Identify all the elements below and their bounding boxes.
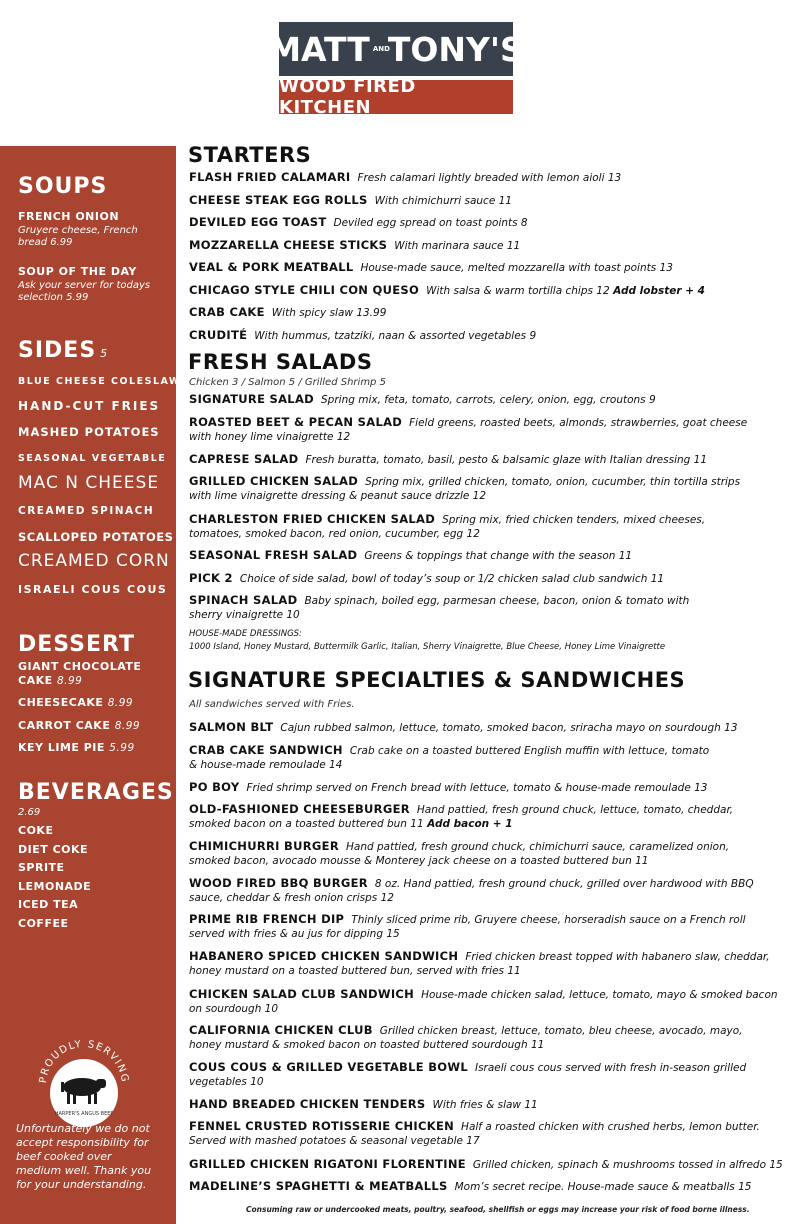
menu-item: OLD-FASHIONED CHEESEBURGER Hand pattied, fresh ground chuck, lettuce, tomato, cheddar, smoked bacon on a toasted buttered bun 11 Add bacon + 1	[189, 802, 734, 830]
dressings-list: 1000 Island, Honey Mustard, Buttermilk Garlic, Italian, Sherry Vinaigrette, Blue Cheese, Honey Lime Vinaigrette	[189, 642, 666, 652]
beverage-item: SPRITE	[18, 861, 65, 874]
specialties-note: All sandwiches served with Fries.	[189, 699, 355, 710]
menu-item: CHICAGO STYLE CHILI CON QUESO With salsa & warm tortilla chips 12 Add lobster + 4	[189, 283, 705, 297]
menu-item: CRAB CAKE With spicy slaw 13.99	[189, 305, 387, 319]
menu-item: CHIMICHURRI BURGER Hand pattied, fresh ground chuck, chimichurri sauce, caramelized onion, smoked bacon, avocado mousse & Monterey jack cheese on a toasted buttered bun 11	[189, 839, 730, 867]
logo-subtitle: WOOD FIRED KITCHEN	[279, 80, 513, 114]
menu-item: SIGNATURE SALAD Spring mix, feta, tomato, carrots, celery, onion, egg, croutons 9	[189, 392, 656, 406]
badge-top-text: PROUDLY SERVING	[37, 1038, 131, 1084]
side-item: BLUE CHEESE COLESLAW	[18, 376, 181, 387]
starters-heading: STARTERS	[188, 143, 312, 167]
menu-item: VEAL & PORK MEATBALL House-made sauce, melted mozzarella with toast points 13	[189, 260, 673, 274]
soup-french-onion: FRENCH ONION	[18, 210, 120, 223]
menu-item: DEVILED EGG TOAST Deviled egg spread on toast points 8	[189, 215, 528, 229]
side-item: SCALLOPED POTATOES	[18, 530, 174, 544]
side-item: SEASONAL VEGETABLE	[18, 453, 167, 464]
menu-item: CHEESE STEAK EGG ROLLS With chimichurri sauce 11	[189, 193, 512, 207]
soup-of-the-day-desc: Ask your server for todays selection 5.99	[18, 280, 151, 303]
side-item: MAC N CHEESE	[18, 473, 160, 493]
beverage-item: DIET COKE	[18, 843, 89, 856]
menu-item: GRILLED CHICKEN SALAD Spring mix, grilled chicken, tomato, onion, cucumber, thin tortilla strips with lime vinaigrette dressing & peanut sauce drizzle 12	[189, 474, 741, 502]
menu-item: FLASH FRIED CALAMARI Fresh calamari lightly breaded with lemon aioli 13	[189, 170, 622, 184]
menu-item: WOOD FIRED BBQ BURGER 8 oz. Hand pattied, fresh ground chuck, grilled over hardwood with BBQ sauce, cheddar & fresh onion crisps 12	[189, 876, 754, 904]
menu-item: SEASONAL FRESH SALAD Greens & toppings that change with the season 11	[189, 548, 633, 562]
menu-item: CHICKEN SALAD CLUB SANDWICH House-made chicken salad, lettuce, tomato, mayo & smoked bacon on sourdough 10	[189, 987, 778, 1015]
beverage-item: COFFEE	[18, 917, 69, 930]
harpers-angus-badge	[36, 1035, 132, 1131]
menu-item: PO BOY Fried shrimp served on French bread with lettuce, tomato & house-made remoulade 13	[189, 780, 708, 794]
dessert-heading: DESSERT	[18, 632, 135, 657]
menu-item: ROASTED BEET & PECAN SALAD Field greens, roasted beets, almonds, strawberries, goat cheese with honey lime vinaigrette 12	[189, 415, 748, 443]
menu-item: CRUDITÉ With hummus, tzatziki, naan & assorted vegetables 9	[189, 328, 537, 342]
menu-item: SPINACH SALAD Baby spinach, boiled egg, parmesan cheese, bacon, onion & tomato with sherry vinaigrette 10	[189, 593, 690, 621]
dessert-item: KEY LIME PIE 5.99	[18, 741, 135, 754]
sides-price: 5	[100, 347, 108, 360]
beverage-item: LEMONADE	[18, 880, 92, 893]
side-item: ISRAELI COUS COUS	[18, 583, 168, 596]
side-item: HAND-CUT FRIES	[18, 399, 161, 413]
logo-name-block	[268, 22, 524, 76]
side-item: MASHED POTATOES	[18, 425, 160, 439]
menu-item: HABANERO SPICED CHICKEN SANDWICH Fried chicken breast topped with habanero slaw, cheddar, honey mustard on a toasted buttered bun, served with fries 11	[189, 949, 770, 977]
food-safety-footer: Consuming raw or undercooked meats, poultry, seafood, shellfish or eggs may increase your risk of food borne illness.	[246, 1205, 750, 1214]
menu-item: CAPRESE SALAD Fresh buratta, tomato, basil, pesto & balsamic glaze with Italian dressing 11	[189, 452, 708, 466]
beverage-item: ICED TEA	[18, 898, 79, 911]
menu-item: HAND BREADED CHICKEN TENDERS With fries & slaw 11	[189, 1097, 538, 1111]
menu-item: COUS COUS & GRILLED VEGETABLE BOWL Israeli cous cous served with fresh in-season grilled vegetables 10	[189, 1060, 747, 1088]
menu-item: MADELINE’S SPAGHETTI & MEATBALLS Mom’s secret recipe. House-made sauce & meatballs 15	[189, 1179, 752, 1193]
logo-word-matt: MATT	[268, 29, 370, 69]
menu-item: CRAB CAKE SANDWICH Crab cake on a toasted buttered English muffin with lettuce, tomato & house-made remoulade 14	[189, 743, 710, 771]
logo-word-tonys: TONY'S	[387, 29, 524, 69]
salads-heading: FRESH SALADS	[188, 350, 373, 374]
menu-item: SALMON BLT Cajun rubbed salmon, lettuce, tomato, smoked bacon, sriracha mayo on sourdough 13	[189, 720, 738, 734]
beverages-heading: BEVERAGES	[18, 780, 174, 805]
menu-item: CALIFORNIA CHICKEN CLUB Grilled chicken breast, lettuce, tomato, bleu cheese, avocado, mayo, honey mustard & smoked bacon on toasted buttered sourdough 11	[189, 1023, 743, 1051]
beverages-price: 2.69	[18, 807, 41, 818]
menu-item: CHARLESTON FRIED CHICKEN SALAD Spring mix, fried chicken tenders, mixed cheeses, tomatoes, smoked bacon, red onion, cucumber, egg 12	[189, 512, 706, 540]
soups-heading: SOUPS	[18, 174, 108, 199]
dessert-item: CAKE 8.99	[18, 674, 83, 687]
side-item: CREAMED SPINACH	[18, 505, 155, 517]
badge-brand: HARPER'S ANGUS BEEF	[54, 1111, 114, 1117]
soup-french-onion-desc: Gruyere cheese, French bread 6.99	[18, 225, 138, 248]
beef-disclaimer: Unfortunately we do not accept responsibility for beef cooked over medium well. Thank you for your understanding.	[16, 1122, 152, 1191]
logo-and: AND	[372, 45, 390, 53]
menu-item: PICK 2 Choice of side salad, bowl of today’s soup or 1/2 chicken salad club sandwich 11	[189, 571, 665, 585]
dessert-item: CHEESECAKE 8.99	[18, 696, 134, 709]
salads-addons-note: Chicken 3 / Salmon 5 / Grilled Shrimp 5	[189, 377, 386, 388]
menu-item: FENNEL CRUSTED ROTISSERIE CHICKEN Half a roasted chicken with crushed herbs, lemon butter. Served with mashed potatoes & seasonal vegetable 17	[189, 1119, 760, 1147]
logo	[268, 22, 524, 118]
soup-of-the-day: SOUP OF THE DAY	[18, 265, 137, 278]
menu-item: PRIME RIB FRENCH DIP Thinly sliced prime rib, Gruyere cheese, horseradish sauce on a French roll served with fries & au jus for dipping 15	[189, 912, 746, 940]
dessert-item: GIANT CHOCOLATE	[18, 660, 142, 673]
sides-heading: SIDES 5	[18, 338, 108, 363]
dessert-item: CARROT CAKE 8.99	[18, 719, 141, 732]
specialties-heading: SIGNATURE SPECIALTIES & SANDWICHES	[188, 668, 686, 692]
dressings-label: HOUSE-MADE DRESSINGS:	[189, 629, 302, 639]
menu-item: GRILLED CHICKEN RIGATONI FLORENTINE Grilled chicken, spinach & mushrooms tossed in alfredo 15	[189, 1157, 783, 1171]
beverage-item: COKE	[18, 824, 54, 837]
menu-item: MOZZARELLA CHEESE STICKS With marinara sauce 11	[189, 238, 521, 252]
side-item: CREAMED CORN	[18, 551, 170, 571]
